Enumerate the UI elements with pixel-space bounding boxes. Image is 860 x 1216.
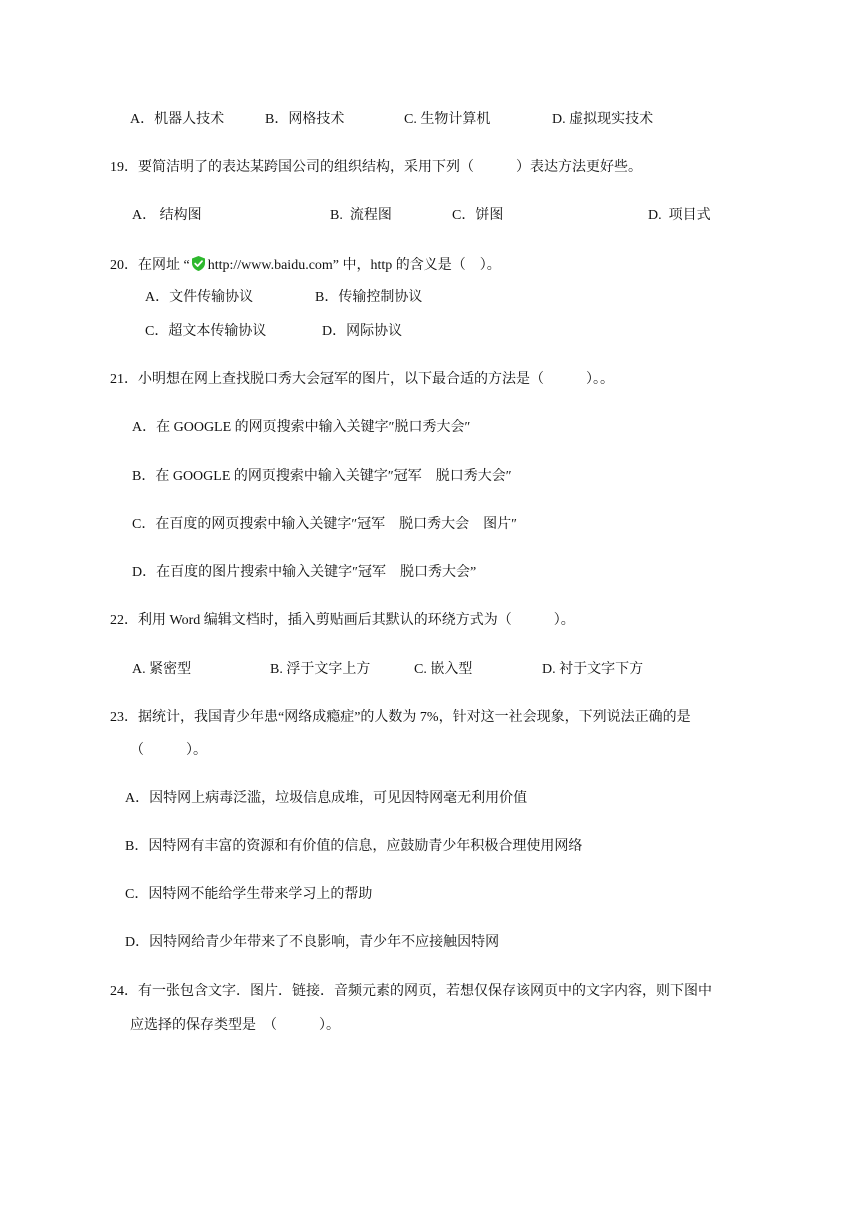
q20-option-b: B．传输控制协议 [315,290,423,305]
q23-option-c: C．因特网不能给学生带来学习上的帮助 [125,887,373,902]
q23-option-b: B．因特网有丰富的资源和有价值的信息，应鼓励青少年积极合理使用网络 [125,839,583,854]
q21-option-a: A．在 GOOGLE 的网页搜索中输入关键字″脱口秀大会″ [132,420,471,435]
q24-stem-line2: 应选择的保存类型是 （ ）。 [130,1018,340,1033]
q20-stem-after: http://www.baidu.com” 中，http 的含义是（ ）。 [207,258,501,273]
q19-option-d: D. 项目式 [648,208,711,223]
q22-stem: 22．利用 Word 编辑文档时，插入剪贴画后其默认的环绕方式为（ ）。 [110,613,575,628]
q23-option-d: D．因特网给青少年带来了不良影响，青少年不应接触因特网 [125,935,500,950]
q22-option-a: A. 紧密型 [132,662,192,677]
q18-option-a: A．机器人技术 [130,112,225,127]
q20-option-c: C．超文本传输协议 [145,324,267,339]
q22-option-c: C. 嵌入型 [414,662,473,677]
q23-option-a: A．因特网上病毒泛滥，垃圾信息成堆，可见因特网毫无利用价值 [125,791,528,806]
q21-stem: 21．小明想在网上查找脱口秀大会冠军的图片，以下最合适的方法是（ ）。。 [110,372,614,387]
q21-option-c: C．在百度的网页搜索中输入关键字″冠军 脱口秀大会 图片″ [132,517,517,532]
q24-stem-line1: 24．有一张包含文字．图片．链接．音频元素的网页，若想仅保存该网页中的文字内容，则下图中 [110,984,712,999]
q20-stem [110,255,501,279]
q19-stem: 19．要简洁明了的表达某跨国公司的组织结构，采用下列（ ）表达方法更好些。 [110,160,642,175]
q18-option-b: B．网格技术 [265,112,345,127]
q20-option-a: A．文件传输协议 [145,290,254,305]
q18-option-d: D. 虚拟现实技术 [552,112,654,127]
q20-stem-before: 20．在网址 “ [110,258,190,273]
green-shield-check-icon [190,255,207,279]
q18-option-c: C. 生物计算机 [404,112,491,127]
q19-option-c: C．饼图 [452,208,504,223]
q22-option-b: B. 浮于文字上方 [270,662,371,677]
q23-stem-line1: 23．据统计，我国青少年患“网络成瘾症”的人数为 7%，针对这一社会现象，下列说法正确的是 [110,710,691,725]
q19-option-b: B. 流程图 [330,208,392,223]
q23-stem-line2: （ ）。 [130,743,207,758]
q21-option-b: B．在 GOOGLE 的网页搜索中输入关键字″冠军 脱口秀大会″ [132,469,512,484]
q21-option-d: D．在百度的图片搜索中输入关键字″冠军 脱口秀大会” [132,565,477,580]
q22-option-d: D. 衬于文字下方 [542,662,644,677]
q19-option-a: A． 结构图 [132,208,202,223]
q20-option-d: D．网际协议 [322,324,403,339]
